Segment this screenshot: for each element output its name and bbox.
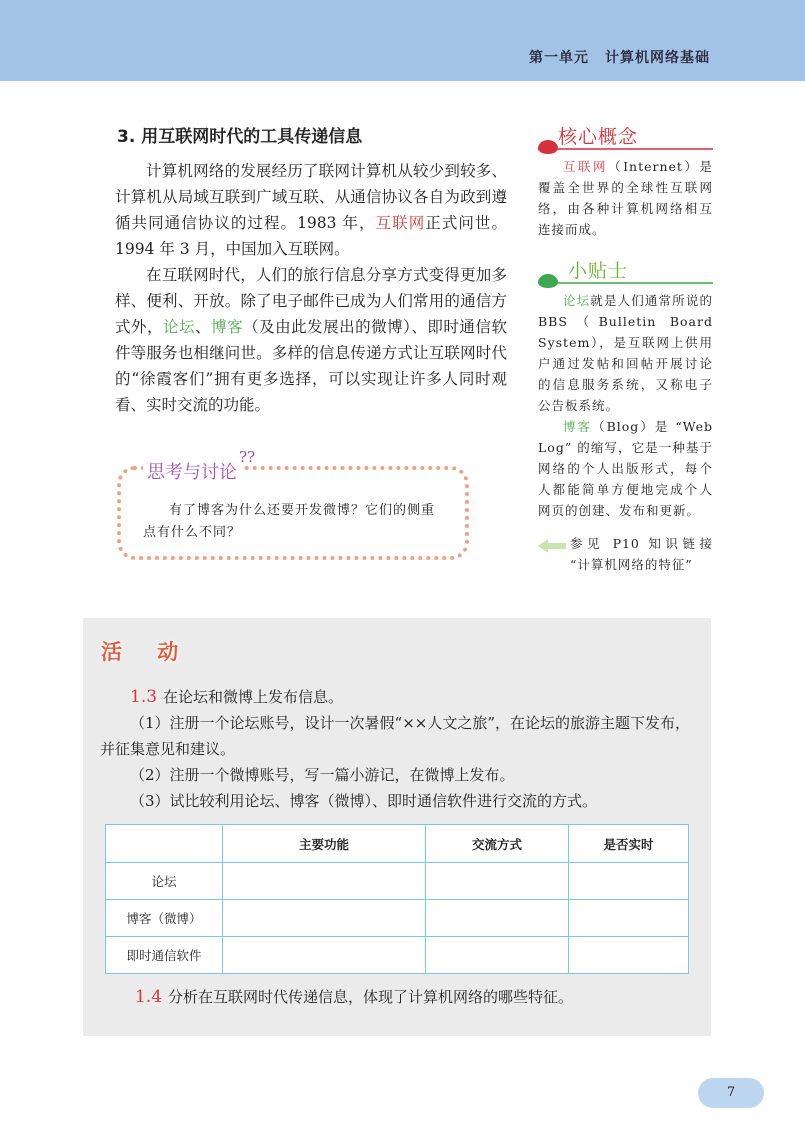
core-concept-heading	[538, 122, 713, 150]
cell[interactable]	[426, 937, 569, 974]
activity-box	[83, 618, 711, 1036]
tip-heading	[538, 256, 713, 284]
task-number: 1.3	[130, 687, 158, 707]
task-title: 分析在互联网时代传递信息，体现了计算机网络的哪些特征。	[168, 988, 574, 1006]
term-forum: 论坛	[163, 318, 196, 336]
cell[interactable]	[569, 900, 689, 937]
task-1-4	[135, 986, 573, 1007]
table-row	[106, 937, 689, 974]
discussion-question: 有了博客为什么还要开发微博？它们的侧重点有什么不同？	[143, 503, 436, 540]
activity-title: 活 动	[101, 640, 193, 664]
cell[interactable]	[426, 863, 569, 900]
text: （及由此发展出的微博）、即时通信软件等服务也相继问世。多样的信息传递方式让互联网时代的“徐霞客们”拥有更多选择，可以实现让许多人同时观看、实时交流的功能。	[115, 318, 507, 414]
task-number: 1.4	[135, 987, 163, 1007]
paragraph-1	[115, 158, 507, 262]
cross-reference-link[interactable]	[538, 533, 713, 575]
paragraph-2	[115, 262, 507, 418]
cell[interactable]	[569, 937, 689, 974]
text: 正式问世。1994 年 3 月，中国加入互联网。	[115, 214, 507, 258]
header-cell: 交流方式	[426, 825, 569, 863]
heading-label: 小贴士	[568, 260, 629, 282]
term: 论坛	[563, 293, 591, 308]
row-label: 博客（微博）	[106, 900, 223, 937]
task-title: 在论坛和微博上发布信息。	[163, 688, 344, 706]
text: 就是人们通常所说的 BBS（Bulletin Board System），是互联网上供用户通过发帖和回帖开展讨论的信息服务系统，又称电子公告板系统。	[538, 293, 713, 413]
sidebar	[538, 122, 713, 575]
tip-forum	[538, 290, 713, 416]
discussion-box	[117, 448, 469, 560]
cell[interactable]	[569, 863, 689, 900]
leaf-icon	[538, 140, 558, 154]
step-2: （2）注册一个微博账号，写一篇小游记，在微博上发布。	[130, 766, 515, 784]
task-1-3	[100, 684, 696, 710]
header-cell: 主要功能	[223, 825, 426, 863]
row-label: 即时通信软件	[106, 937, 223, 974]
cell[interactable]	[223, 863, 426, 900]
heading-label: 核心概念	[558, 126, 639, 148]
page-header	[0, 0, 805, 81]
running-header	[529, 47, 710, 67]
cell[interactable]	[426, 900, 569, 937]
table-row	[106, 900, 689, 937]
text: （Internet）是覆盖全世界的全球性互联网络，由各种计算机网络相互连接而成。	[538, 159, 713, 237]
page-number: 7	[698, 1078, 764, 1108]
step-1: （1）注册一个论坛账号，设计一次暑假“××人文之旅”，在论坛的旅游主题下发布，并征集意见和建议。	[100, 714, 691, 758]
text: （Blog）是 “Web Log” 的缩写，它是一种基于网络的个人出版形式，每个人都能简单方便地完成个人网页的创建、发布和更新。	[538, 419, 713, 518]
section-title: 3. 用互联网时代的工具传递信息	[117, 127, 363, 147]
term: 互联网	[563, 159, 609, 174]
comparison-table	[105, 824, 689, 974]
activity-body	[100, 684, 696, 814]
term-internet: 互联网	[375, 214, 426, 232]
main-text	[115, 124, 507, 418]
core-concept-text	[538, 156, 713, 240]
table-row	[106, 863, 689, 900]
cell[interactable]	[223, 900, 426, 937]
term: 博客	[563, 419, 593, 434]
cell[interactable]	[223, 937, 426, 974]
text: 计算机网络的发展经历了联网计算机从较少到较多、计算机从局域互联到广域互联、从通信协议各自为政到遵循共同通信协议的过程。1983 年，	[115, 162, 507, 232]
discussion-title: 思考与讨论	[143, 458, 241, 484]
header-cell: 是否实时	[569, 825, 689, 863]
text: 在互联网时代，人们的旅行信息分享方式变得更加多样、便利、开放。除了电子邮件已成为人们常用的通信方式外，	[115, 266, 507, 336]
xref-text: 参见 P10 知识链接 “计算机网络的特征”	[570, 536, 713, 572]
term-blog: 博客	[211, 318, 244, 336]
table-header	[106, 825, 689, 863]
text: 、	[195, 318, 212, 336]
leaf-icon	[538, 274, 558, 288]
unit-label: 第一单元	[529, 50, 589, 66]
step-3: （3）试比较利用论坛、博客（微博）、即时通信软件进行交流的方式。	[130, 792, 598, 810]
question-marks-icon: ??	[239, 448, 256, 466]
header-cell	[106, 825, 223, 863]
unit-title: 计算机网络基础	[605, 50, 710, 66]
row-label: 论坛	[106, 863, 223, 900]
tip-blog	[538, 416, 713, 521]
arrow-left-icon	[538, 539, 566, 553]
